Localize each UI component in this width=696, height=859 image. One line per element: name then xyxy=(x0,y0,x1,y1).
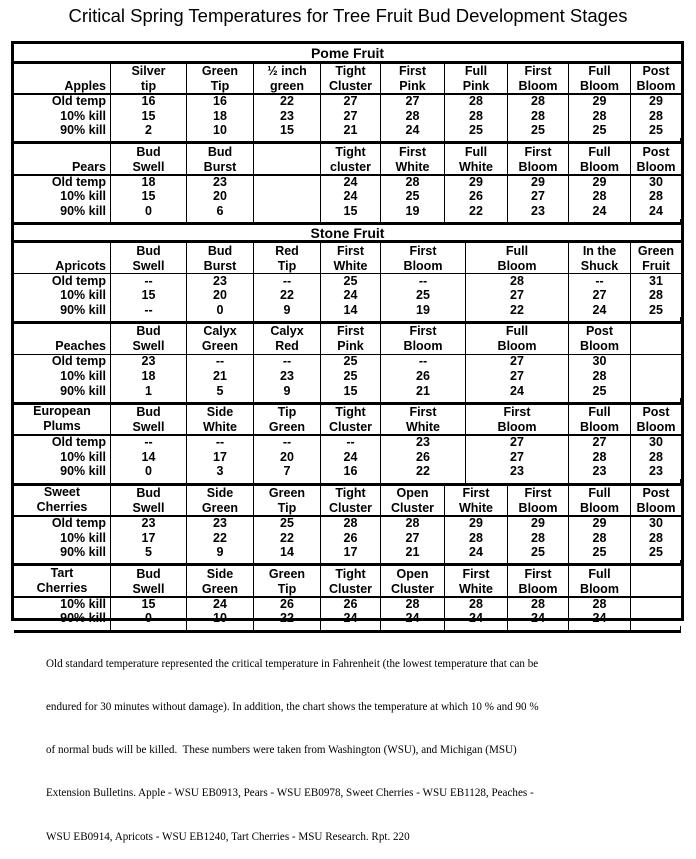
stage-header: Red Tip xyxy=(254,242,321,274)
temp-value: 5 xyxy=(111,545,187,560)
stage-header: Full Bloom xyxy=(466,242,569,274)
temp-value: 27 xyxy=(466,288,569,303)
temp-value: 28 xyxy=(569,109,631,124)
temp-value: 17 xyxy=(111,531,187,546)
temp-value: 23 xyxy=(381,435,466,450)
temp-value: -- xyxy=(187,435,254,450)
temp-value: 23 xyxy=(254,369,321,384)
temp-value: 14 xyxy=(254,545,321,560)
stage-header: First White xyxy=(381,403,466,435)
stage-header: Full White xyxy=(445,143,508,175)
temp-value: 9 xyxy=(254,303,321,318)
stage-header: Green Tip xyxy=(187,62,254,94)
temp-value: 16 xyxy=(187,94,254,109)
temp-value: 9 xyxy=(254,384,321,399)
stage-header: ½ inch green xyxy=(254,62,321,94)
temp-value: -- xyxy=(381,274,466,289)
temp-value: 27 xyxy=(569,288,631,303)
temp-value: 25 xyxy=(649,302,663,317)
temp-value: 25 xyxy=(508,545,569,560)
temp-value: 28 xyxy=(508,531,569,546)
fruit-name: Peaches xyxy=(14,322,111,354)
stage-header: First Bloom xyxy=(508,143,569,175)
temp-value: 10 xyxy=(187,123,254,138)
stage-header: First White xyxy=(321,242,381,274)
temp-value: 27 xyxy=(321,109,381,124)
temp-value: 29 xyxy=(569,516,631,531)
temp-value: 26 xyxy=(381,369,466,384)
fruit-name: Tart Cherries xyxy=(14,565,111,597)
page-title: Critical Spring Temperatures for Tree Fruit Bud Development Stages xyxy=(68,5,628,26)
stage-header: Post Bloom xyxy=(636,486,676,515)
stage-header: Calyx Green xyxy=(187,322,254,354)
temp-value: 23 xyxy=(187,274,254,289)
temp-value: -- xyxy=(381,354,466,369)
stage-header xyxy=(631,565,681,597)
temp-value: 24 xyxy=(569,204,631,219)
temp-value: 25 xyxy=(254,516,321,531)
temp-value: 0 xyxy=(187,303,254,318)
temp-value: 22 xyxy=(381,464,466,479)
row-label: 90% kill xyxy=(14,545,111,560)
row-label: 90% kill xyxy=(14,464,111,479)
temp-value: 14 xyxy=(321,303,381,318)
temp-value: 24 xyxy=(321,450,381,465)
temp-value: -- xyxy=(254,435,321,450)
stage-header: First Bloom xyxy=(466,403,569,435)
temp-value: 14 xyxy=(111,450,187,465)
temp-value: 29 xyxy=(508,516,569,531)
temp-value: 25 xyxy=(321,274,381,289)
temp-value: 28 xyxy=(381,597,445,612)
temp-value: 25 xyxy=(569,123,631,138)
row-label: 10% kill xyxy=(14,450,111,465)
temp-value: 27 xyxy=(466,435,569,450)
fruit-name: Apricots xyxy=(14,242,111,274)
temp-value: 22 xyxy=(445,204,508,219)
temp-value: 28 xyxy=(445,531,508,546)
temp-value: 28 xyxy=(508,109,569,124)
temp-value: 28 xyxy=(445,597,508,612)
temp-value: -- xyxy=(254,354,321,369)
temp-value: 25 xyxy=(569,384,631,399)
temp-value: 22 xyxy=(466,303,569,318)
stage-header: First Pink xyxy=(381,62,445,94)
stage-header: Tight Cluster xyxy=(321,62,381,94)
temp-value: 30 xyxy=(649,516,663,530)
temp-value: 24 xyxy=(508,611,569,626)
temp-value: 28 xyxy=(321,516,381,531)
temp-value: 25 xyxy=(381,288,466,303)
temp-value xyxy=(254,175,321,190)
row-label: Old temp xyxy=(14,274,111,289)
temp-value: 7 xyxy=(254,464,321,479)
temp-value: 15 xyxy=(111,597,187,612)
stage-header: Full Bloom xyxy=(569,143,631,175)
temp-value: 26 xyxy=(254,597,321,612)
temp-value: 24 xyxy=(321,611,381,626)
temp-value: 28 xyxy=(649,189,663,204)
temp-value: 23 xyxy=(466,464,569,479)
stage-header: Calyx Red xyxy=(254,322,321,354)
stage-header: Full Bloom xyxy=(569,484,631,516)
stage-header: Bud Burst xyxy=(187,143,254,175)
temp-value xyxy=(254,189,321,204)
stage-header xyxy=(631,322,681,354)
temp-value: 24 xyxy=(321,288,381,303)
temp-value: 20 xyxy=(187,288,254,303)
temp-value: 15 xyxy=(321,204,381,219)
temp-value: 15 xyxy=(111,288,187,303)
stage-header: Full Bloom xyxy=(569,403,631,435)
temp-value xyxy=(631,369,681,384)
temp-value: 23 xyxy=(111,516,187,531)
section-banner: Pome Fruit xyxy=(310,45,385,61)
temp-value: 18 xyxy=(111,369,187,384)
temp-value: 23 xyxy=(187,516,254,531)
row-label: 10% kill xyxy=(14,531,111,546)
temp-value: 26 xyxy=(445,189,508,204)
fruit-name: Sweet Cherries xyxy=(14,484,111,516)
row-label: 90% kill xyxy=(14,611,111,626)
temp-value: 30 xyxy=(649,435,663,450)
stage-header: Tip Green xyxy=(254,403,321,435)
stage-header: Side White xyxy=(187,403,254,435)
temp-value: 26 xyxy=(321,597,381,612)
temp-value: 24 xyxy=(445,611,508,626)
temp-value: 29 xyxy=(508,175,569,190)
stage-header: In the Shuck xyxy=(569,242,631,274)
stage-header: Post Bloom xyxy=(636,144,676,174)
temp-value: 24 xyxy=(649,204,663,218)
footnote-line: Old standard temperature represented the critical temperature in Fahrenheit (the lowest temperature that can be xyxy=(46,657,539,670)
temp-value: 23 xyxy=(649,464,663,479)
row-label: 10% kill xyxy=(14,369,111,384)
temp-value: 18 xyxy=(111,175,187,190)
temp-value: 28 xyxy=(445,94,508,109)
stage-header: Green Fruit xyxy=(637,243,675,273)
stage-header: Full Bloom xyxy=(466,322,569,354)
temp-value: 28 xyxy=(569,189,631,204)
stage-header: Bud Swell xyxy=(111,403,187,435)
temp-value: 29 xyxy=(649,94,663,108)
stage-header: Bud Swell xyxy=(111,143,187,175)
stage-header: Green Tip xyxy=(254,565,321,597)
stage-header: Full Pink xyxy=(445,62,508,94)
temp-value: 24 xyxy=(466,384,569,399)
temp-value: 25 xyxy=(569,545,631,560)
stage-header: First White xyxy=(381,143,445,175)
temp-value: 23 xyxy=(111,354,187,369)
temp-value: 22 xyxy=(254,94,321,109)
temp-value: 29 xyxy=(445,175,508,190)
footnote-line: Extension Bulletins. Apple - WSU EB0913, Pears - WSU EB0978, Sweet Cherries - WSU EB1128, Peaches - xyxy=(46,787,534,800)
temp-value: 28 xyxy=(649,288,663,303)
temp-value: 31 xyxy=(649,273,663,288)
temp-value: 27 xyxy=(321,94,381,109)
temp-value: 28 xyxy=(508,94,569,109)
section-banner: Stone Fruit xyxy=(310,224,385,241)
stage-header: Side Green xyxy=(187,484,254,516)
temp-value: 29 xyxy=(445,516,508,531)
temp-value: 19 xyxy=(381,204,445,219)
temp-value: 27 xyxy=(569,435,631,450)
stage-header: First Bloom xyxy=(381,242,466,274)
temp-value: 24 xyxy=(569,303,631,318)
temp-value: 1 xyxy=(111,384,187,399)
temp-value: -- xyxy=(111,303,187,318)
temp-value: 6 xyxy=(187,204,254,219)
row-label: 90% kill xyxy=(14,303,111,318)
temp-value: -- xyxy=(187,354,254,369)
row-label: 10% kill xyxy=(14,189,111,204)
temp-value: 9 xyxy=(187,545,254,560)
stage-header: First Bloom xyxy=(508,565,569,597)
temp-value: 27 xyxy=(466,450,569,465)
temp-value: 27 xyxy=(381,531,445,546)
footnote-line: endured for 30 minutes without damage). In addition, the chart shows the temperature at which 10 % and 90 % xyxy=(46,701,539,714)
footnote xyxy=(46,628,676,859)
footnote-line: WSU EB0914, Apricots - WSU EB1240, Tart Cherries - MSU Research. Rpt. 220 xyxy=(46,830,410,843)
temp-value: 28 xyxy=(466,274,569,289)
stage-header: Bud Burst xyxy=(187,242,254,274)
row-label: Old temp xyxy=(14,354,111,369)
temp-value: 5 xyxy=(187,384,254,399)
stage-header: Tight Cluster xyxy=(321,403,381,435)
row-label: Old temp xyxy=(14,175,111,190)
temperature-table xyxy=(11,41,684,626)
temp-value: 25 xyxy=(649,123,663,138)
temp-value: 25 xyxy=(445,123,508,138)
row-label: Old temp xyxy=(14,94,111,109)
temp-value: 30 xyxy=(569,354,631,369)
temp-value: 23 xyxy=(254,109,321,124)
stage-header: First Pink xyxy=(321,322,381,354)
temp-value: 27 xyxy=(466,369,569,384)
temp-value: 19 xyxy=(381,303,466,318)
row-label: 10% kill xyxy=(14,109,111,124)
temp-value: 25 xyxy=(381,189,445,204)
temp-value: 28 xyxy=(381,175,445,190)
row-label: 90% kill xyxy=(14,204,111,219)
stage-header: Full Bloom xyxy=(569,62,631,94)
temp-value: 28 xyxy=(445,109,508,124)
temp-value: -- xyxy=(321,435,381,450)
temp-value: 15 xyxy=(111,109,187,124)
footnote-line: of normal buds will be killed. These numbers were taken from Washington (WSU), and Michigan (MSU) xyxy=(46,744,517,757)
stage-header: First Bloom xyxy=(508,484,569,516)
temp-value: 23 xyxy=(508,204,569,219)
stage-header: Bud Swell xyxy=(111,242,187,274)
fruit-name: Pears xyxy=(14,143,111,175)
temp-value: 24 xyxy=(321,175,381,190)
row-label: Old temp xyxy=(14,516,111,531)
stage-header: Open Cluster xyxy=(381,484,445,516)
temp-value: 26 xyxy=(321,531,381,546)
temp-value: 15 xyxy=(254,123,321,138)
stage-header: Bud Swell xyxy=(111,484,187,516)
stage-header: Tight Cluster xyxy=(321,484,381,516)
temp-value xyxy=(631,384,681,399)
temp-value: 28 xyxy=(649,449,663,464)
temp-value: 25 xyxy=(649,545,663,560)
stage-header: Side Green xyxy=(187,565,254,597)
temp-value xyxy=(631,597,681,612)
temp-value: 26 xyxy=(381,450,466,465)
fruit-name: European Plums xyxy=(14,403,111,435)
temp-value: 10 xyxy=(187,611,254,626)
temp-value: 24 xyxy=(569,611,631,626)
temp-value: 17 xyxy=(321,545,381,560)
temp-value: 28 xyxy=(569,369,631,384)
stage-header: Open Cluster xyxy=(381,565,445,597)
temp-value: 29 xyxy=(569,94,631,109)
temp-value: 0 xyxy=(111,464,187,479)
row-label: 10% kill xyxy=(14,288,111,303)
temp-value: 25 xyxy=(508,123,569,138)
temp-value: 23 xyxy=(187,175,254,190)
temp-value: 24 xyxy=(445,545,508,560)
stage-header: First Bloom xyxy=(381,322,466,354)
stage-header: Green Tip xyxy=(254,484,321,516)
stage-header: Tight cluster xyxy=(321,143,381,175)
row-label: 90% kill xyxy=(14,123,111,138)
temp-value xyxy=(631,611,681,626)
temp-value: -- xyxy=(254,274,321,289)
stage-header: Full Bloom xyxy=(569,565,631,597)
temp-value: 0 xyxy=(111,204,187,219)
temp-value: 27 xyxy=(381,94,445,109)
temp-value: 17 xyxy=(187,450,254,465)
row-label: Old temp xyxy=(14,435,111,450)
temp-value: 28 xyxy=(381,516,445,531)
temp-value: 24 xyxy=(321,189,381,204)
temp-value: 24 xyxy=(381,611,445,626)
temp-value: 28 xyxy=(569,597,631,612)
temp-value: -- xyxy=(111,274,187,289)
stage-header: First Bloom xyxy=(508,62,569,94)
temp-value: 22 xyxy=(187,531,254,546)
temp-value: 20 xyxy=(187,189,254,204)
temp-value: 21 xyxy=(321,123,381,138)
stage-header: Tight Cluster xyxy=(321,565,381,597)
stage-header: Post Bloom xyxy=(636,405,676,435)
stage-header: First White xyxy=(445,484,508,516)
temp-value: 29 xyxy=(569,175,631,190)
temp-value: 22 xyxy=(254,611,321,626)
temp-value: 27 xyxy=(466,354,569,369)
stage-header: Bud Swell xyxy=(111,565,187,597)
temp-value: 24 xyxy=(381,123,445,138)
temp-value: 25 xyxy=(321,354,381,369)
temp-value: 22 xyxy=(254,531,321,546)
row-label: 10% kill xyxy=(14,597,111,612)
temp-value: 25 xyxy=(321,369,381,384)
temp-value: 28 xyxy=(508,597,569,612)
temp-value: 24 xyxy=(187,597,254,612)
temp-value: 15 xyxy=(321,384,381,399)
temp-value: 22 xyxy=(254,288,321,303)
temp-value: 28 xyxy=(569,531,631,546)
temp-value: 21 xyxy=(381,384,466,399)
temp-value: 27 xyxy=(508,189,569,204)
temp-value: 18 xyxy=(187,109,254,124)
stage-header: Post Bloom xyxy=(636,64,676,93)
stage-header: Silver tip xyxy=(111,62,187,94)
temp-value: 0 xyxy=(111,611,187,626)
stage-header: Bud Swell xyxy=(111,322,187,354)
temp-value: 15 xyxy=(111,189,187,204)
temp-value: 2 xyxy=(111,123,187,138)
temp-value: 20 xyxy=(254,450,321,465)
temp-value: 21 xyxy=(381,545,445,560)
temp-value: 28 xyxy=(649,108,663,123)
stage-header: First White xyxy=(445,565,508,597)
temp-value: 28 xyxy=(569,450,631,465)
temp-value xyxy=(254,204,321,219)
temp-value: -- xyxy=(569,274,631,289)
stage-header: Post Bloom xyxy=(569,322,631,354)
temp-value: 23 xyxy=(569,464,631,479)
temp-value: -- xyxy=(111,435,187,450)
temp-value xyxy=(631,354,681,369)
stage-header xyxy=(254,143,321,175)
temp-value: 21 xyxy=(187,369,254,384)
row-label: 90% kill xyxy=(14,384,111,399)
temp-value: 28 xyxy=(381,109,445,124)
temp-value: 28 xyxy=(649,530,663,545)
temp-value: 3 xyxy=(187,464,254,479)
temp-value: 16 xyxy=(111,94,187,109)
fruit-name: Apples xyxy=(14,62,111,94)
temp-value: 16 xyxy=(321,464,381,479)
temp-value: 30 xyxy=(649,174,663,189)
